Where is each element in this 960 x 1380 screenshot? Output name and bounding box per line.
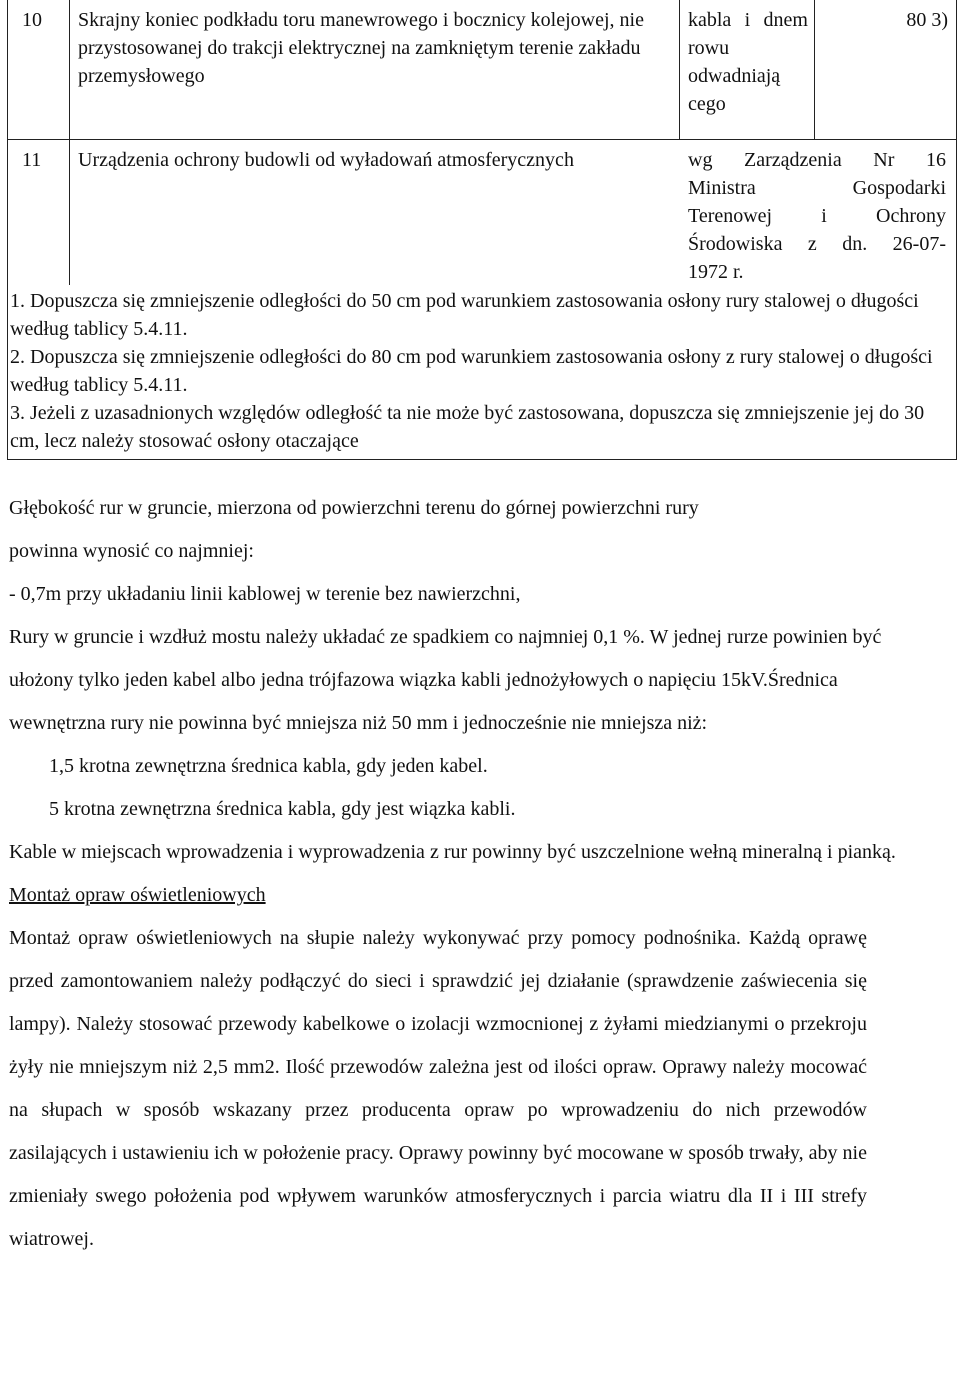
row-description: Urządzenia ochrony budowli od wyładowań atmosferycznych <box>78 149 574 171</box>
section-heading: Montaż opraw oświetleniowych <box>9 884 266 906</box>
table-row-10 <box>8 0 956 140</box>
paragraph: Kable w miejscach wprowadzenia i wyprowadzenia z rur powinny być uszczelnione wełną mineralną i pianką. <box>9 841 896 863</box>
reference-line: Środowiska z dn. 26-07- <box>688 233 946 255</box>
table-note: 1. Dopuszcza się zmniejszenie odległości do 50 cm pod warunkiem zastosowania osłony rury stalowej o długości według tablicy 5.4.11. <box>10 290 919 340</box>
document-body <box>9 487 896 1261</box>
paragraph: Montaż opraw oświetleniowych na słupie należy wykonywać przy pomocy podnośnika. Każdą oprawę przed zamontowaniem należy podłączyć do sieci i sprawdzić jej działanie (sprawdzenie zaświecenia się lampy). Należy stosować przewody kabelkowe o izolacji wzmocnionej z żyłami miedzianymi o przekroju żyły nie mniejszym niż 2,5 mm2. Ilość przewodów zależna jest od ilości opraw. Oprawy należy mocować na słupach w sposób wskazany przez producenta opraw po wprowadzeniu do nich przewodów zasilających i ustawieniu ich w położenie pracy. Oprawy powinny być mocowane w sposób trwały, aby nie zmieniały swego położenia pod wpływem warunków atmosferycznych i parcia wiatru dla II i III strefy wiatrowej. <box>9 927 867 1250</box>
row-description: Skrajny koniec podkładu toru manewrowego i bocznicy kolejowej, nie przystosowanej do trakcji elektrycznej na zamkniętym terenie zakładu przemysłowego <box>70 0 680 139</box>
list-item: 5 krotna zewnętrzna średnica kabla, gdy jest wiązka kabli. <box>49 798 516 820</box>
paragraph: Rury w gruncie i wzdłuż mostu należy układać ze spadkiem co najmniej 0,1 %. W jednej rurze powinien być ułożony tylko jeden kabel albo jedna trójfazowa wiązka kabli jednożyłowych o napięciu 15kV.Średnica wewnętrzna rury nie powinna być mniejsza niż 50 mm i jednocześnie nie mniejsza niż: <box>9 626 882 734</box>
table-note: 3. Jeżeli z uzasadnionych względów odległość ta nie może być zastosowana, dopuszcza się zmniejszenie jej do 30 cm, lecz należy stosować osłony otaczające <box>10 402 925 452</box>
table-notes <box>8 285 956 459</box>
paragraph: - 0,7m przy układaniu linii kablowej w terenie bez nawierzchni, <box>9 583 521 605</box>
distance-table <box>7 0 957 460</box>
reference-line: Terenowej i Ochrony <box>688 205 946 227</box>
paragraph: powinna wynosić co najmniej: <box>9 540 254 562</box>
table-note: 2. Dopuszcza się zmniejszenie odległości do 80 cm pod warunkiem zastosowania osłony z rury stalowej o długości według tablicy 5.4.11. <box>10 346 933 396</box>
row-reference: kabla i dnem rowu odwadniają cego <box>680 0 815 139</box>
row-value: 80 3) <box>906 9 948 31</box>
row-number: 10 <box>8 0 70 139</box>
list-item: 1,5 krotna zewnętrzna średnica kabla, gdy jeden kabel. <box>49 755 488 777</box>
reference-line: 1972 r. <box>688 261 744 283</box>
reference-line: Ministra Gospodarki <box>688 177 946 199</box>
paragraph: Głębokość rur w gruncie, mierzona od powierzchni terenu do górnej powierzchni rury <box>9 497 699 519</box>
row-number: 11 <box>8 140 70 285</box>
row-reference <box>678 140 956 285</box>
table-row-11 <box>8 140 956 285</box>
reference-line: wg Zarządzenia Nr 16 <box>688 149 946 171</box>
